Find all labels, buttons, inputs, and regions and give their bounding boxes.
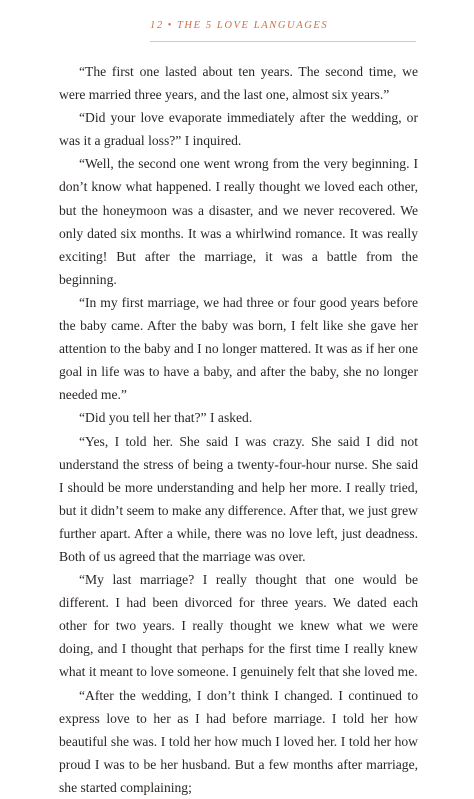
running-header <box>150 20 328 31</box>
header-rule <box>150 41 416 42</box>
paragraph: “Well, the second one went wrong from the very beginning. I don’t know what happened. I really thought we loved each other, but the honeymoon was a disaster, and we never recovered. We only dated six months. It was a whirlwind romance. It was really exciting! But after the marriage, it was a battle from the beginning. <box>59 156 418 287</box>
paragraph: “In my first marriage, we had three or four good years before the baby came. After the baby was born, I felt like she gave her attention to the baby and I no longer mattered. It was as if her one goal in life was to have a baby, and after the baby, she no longer needed me.” <box>59 294 418 403</box>
paragraph: “Yes, I told her. She said I was crazy. She said I did not understand the stress of being a twenty-four-hour nurse. She said I should be more understanding and help her more. I really tried, but it didn’t seem to make any difference. After that, we just grew further apart. After a while, there was no love left, just deadness. Both of us agreed that the marriage was over. <box>59 433 418 564</box>
header-bullet: • <box>167 20 173 31</box>
paragraph: “Did you tell her that?” I asked. <box>79 410 253 426</box>
body-text <box>59 60 418 799</box>
page-number: 12 <box>150 20 164 31</box>
paragraph: “The first one lasted about ten years. The second time, we were married three years, and the last one, almost six years.” <box>59 64 418 103</box>
book-title: THE 5 LOVE LANGUAGES <box>176 20 329 31</box>
paragraph: “After the wedding, I don’t think I changed. I continued to express love to her as I had before marriage. I told her how beautiful she was. I told her how much I loved her. I told her how proud I was to be her husband. But a few months after marriage, she started complaining; <box>59 687 418 795</box>
paragraph: “My last marriage? I really thought that one would be different. I had been divorced for three years. We dated each other for two years. I really thought we knew what we were doing, and I thought that perhaps for the first time I really knew what it meant to love someone. I genuinely felt that she loved me. <box>59 572 418 680</box>
paragraph: “Did your love evaporate immediately after the wedding, or was it a gradual loss?” I inquired. <box>59 110 418 149</box>
